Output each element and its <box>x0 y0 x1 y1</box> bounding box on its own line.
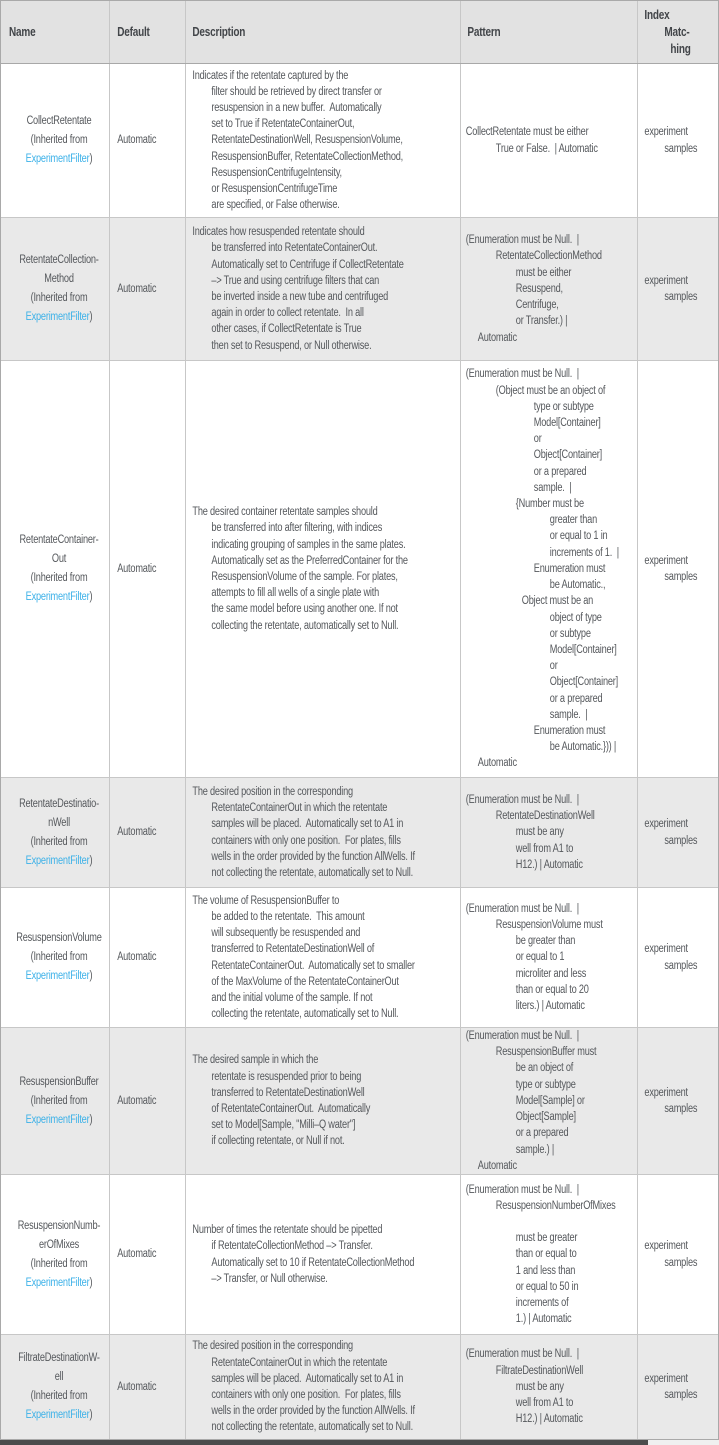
default-cell <box>110 64 186 217</box>
pattern-line: must be greater <box>515 1232 578 1245</box>
pattern-line: RetentateDestinationWell <box>495 810 595 823</box>
inherited-from-link-line: ExperimentFilter) <box>25 1276 93 1289</box>
index-matching-line: samples <box>664 959 698 972</box>
pattern-line: (Enumeration must be Null. | <box>465 902 579 915</box>
description-line: be transferred into RetentateContainerOut. <box>211 242 378 255</box>
description-line: RetentateContainerOut. Automatically set to smaller <box>211 959 415 972</box>
pattern-line: type or subtype <box>533 400 594 413</box>
inherited-from-label: (Inherited from <box>30 1094 88 1107</box>
description-line: Automatically set to Centrifuge if CollectRetentate <box>211 258 404 271</box>
header-cell-description <box>186 1 461 63</box>
default-value: Automatic <box>117 951 157 964</box>
index-matching-line: samples <box>664 1256 698 1269</box>
pattern-line: than or equal to 20 <box>515 983 589 996</box>
description-line: retentate is resuspended prior to being <box>211 1070 362 1083</box>
description-line: of RetentateContainerOut. Automatically <box>211 1103 371 1115</box>
option-name: erOfMixes <box>38 1238 80 1251</box>
pattern-line: object of type <box>549 611 602 624</box>
inherited-from-label: (Inherited from <box>30 1390 88 1402</box>
table-row <box>1 887 718 1027</box>
pattern-cell <box>461 218 638 360</box>
index-matching-cell <box>638 361 718 777</box>
inherited-from-label: (Inherited from <box>30 1257 88 1270</box>
experiment-filter-link[interactable]: ExperimentFilter <box>25 970 90 982</box>
description-line: transferred to RetentateDestinationWell of <box>211 943 375 956</box>
pattern-line: be greater than <box>515 935 576 948</box>
pattern-line: CollectRetentate must be either <box>465 126 589 139</box>
inherited-from-label: (Inherited from <box>30 292 88 304</box>
description-line: ResuspensionBuffer, RetentateCollectionMethod, <box>211 150 404 163</box>
index-matching-line: samples <box>664 834 698 847</box>
default-cell <box>110 778 186 887</box>
experiment-filter-link[interactable]: ExperimentFilter <box>25 1409 90 1421</box>
index-matching-cell <box>638 64 718 217</box>
pattern-line: H12.) | Automatic <box>515 1413 583 1426</box>
description-line: –> True and using centrifuge filters that can <box>211 274 380 287</box>
description-line: wells in the order provided by the function AllWells. If <box>211 1405 415 1418</box>
description-line: not collecting the retentate, automatically set to Null. <box>211 1421 413 1434</box>
horizontal-scrollbar[interactable] <box>0 1440 719 1445</box>
description-line: or ResuspensionCentrifugeTime <box>211 183 338 195</box>
name-cell <box>1 64 110 217</box>
description-line: then set to Resuspend, or Null otherwise. <box>211 339 372 352</box>
table-row <box>1 217 718 360</box>
default-value: Automatic <box>117 282 157 295</box>
table-header-row <box>1 1 718 64</box>
description-cell <box>186 1335 461 1439</box>
pattern-line: Model[Sample] or <box>515 1094 585 1107</box>
description-cell <box>186 361 461 777</box>
table-row <box>1 1027 718 1174</box>
inherited-from-link-line: ExperimentFilter) <box>25 1409 93 1421</box>
pattern-line: Object[Container] <box>533 449 602 462</box>
description-line: RetentateContainerOut in which the retentate <box>211 802 388 815</box>
index-matching-line: samples <box>664 291 698 303</box>
description-line: other cases, if CollectRetentate is True <box>211 323 362 336</box>
pattern-line: or a prepared <box>515 1127 569 1140</box>
pattern-line: type or subtype <box>515 1078 576 1091</box>
option-name: Out <box>51 553 67 565</box>
index-matching-line: samples <box>664 1103 698 1115</box>
description-line: and the initial volume of the sample. If not <box>211 991 373 1004</box>
inherited-from-link-line: ExperimentFilter) <box>25 970 93 982</box>
description-line: if RetentateCollectionMethod –> Transfer. <box>211 1240 373 1253</box>
description-cell <box>186 218 461 360</box>
pattern-line: Object must be an <box>521 595 594 608</box>
option-name: ell <box>54 1371 64 1383</box>
header-cell-index-matching <box>638 1 718 63</box>
index-matching-cell <box>638 888 718 1027</box>
description-line: attempts to fill all wells of a single plate with <box>211 587 380 600</box>
index-matching-cell <box>638 218 718 360</box>
name-cell <box>1 1335 110 1439</box>
pattern-line: True or False. | Automatic <box>495 142 598 155</box>
description-line: Automatically set to 10 if RetentateCollectionMethod <box>211 1256 415 1269</box>
pattern-line: FiltrateDestinationWell <box>495 1364 584 1377</box>
inherited-from-label: (Inherited from <box>30 134 88 146</box>
description-line: of the MaxVolume of the RetentateContainerOut <box>211 975 399 988</box>
description-line: The desired position in the corresponding <box>192 1340 353 1353</box>
index-matching-line: samples <box>664 142 698 155</box>
pattern-line: or Transfer.) | <box>515 315 568 328</box>
description-line: The desired sample in which the <box>192 1054 319 1067</box>
pattern-line: Model[Container] <box>549 643 617 656</box>
pattern-line: Automatic <box>477 331 517 344</box>
table-row <box>1 1334 718 1439</box>
table-row <box>1 360 718 777</box>
pattern-line: Model[Container] <box>533 417 601 430</box>
description-line: be added to the retentate. This amount <box>211 910 365 923</box>
pattern-line: 1 and less than <box>515 1264 576 1277</box>
experiment-filter-link[interactable]: ExperimentFilter <box>25 1276 90 1289</box>
header-label-index-matching-line: Index <box>644 7 670 22</box>
pattern-line: greater than <box>549 514 598 527</box>
header-label-pattern: Pattern <box>467 24 501 39</box>
table-row <box>1 64 718 217</box>
default-cell <box>110 888 186 1027</box>
pattern-line: Object[Sample] <box>515 1111 576 1124</box>
experiment-filter-link[interactable]: ExperimentFilter <box>25 1113 90 1126</box>
description-line: containers with only one position. For plates, fills <box>211 1389 401 1401</box>
index-matching-line: experiment <box>644 1372 688 1385</box>
description-line: ResuspensionCentrifugeIntensity, <box>211 166 342 179</box>
inherited-from-link-line: ExperimentFilter) <box>25 153 93 165</box>
pattern-line: or equal to 50 in <box>515 1280 579 1293</box>
description-line: indicating grouping of samples in the same plates. <box>211 538 406 551</box>
pattern-cell <box>461 1175 638 1334</box>
pattern-line: must be any <box>515 1380 564 1393</box>
default-cell <box>110 1028 186 1174</box>
pattern-line: {Number must be <box>515 498 584 511</box>
default-value: Automatic <box>117 1094 157 1107</box>
pattern-line: (Enumeration must be Null. | <box>465 234 579 247</box>
description-cell <box>186 1028 461 1174</box>
header-label-name: Name <box>9 24 36 39</box>
description-line: samples will be placed. Automatically set to A1 in <box>211 818 404 831</box>
name-cell <box>1 361 110 777</box>
description-line: not collecting the retentate, automatically set to Null. <box>211 866 413 879</box>
pattern-line: Centrifuge, <box>515 299 559 312</box>
option-name: FiltrateDestinationW- <box>18 1352 100 1364</box>
pattern-line: Enumeration must <box>533 724 606 737</box>
description-line: again in order to collect retentate. In all <box>211 307 364 320</box>
pattern-line: or a prepared <box>533 465 587 478</box>
pattern-line: (Enumeration must be Null. | <box>465 793 579 806</box>
pattern-line: or equal to 1 in <box>549 530 608 543</box>
pattern-line: ResuspensionBuffer must <box>495 1046 597 1059</box>
table-row <box>1 1174 718 1334</box>
pattern-cell <box>461 778 638 887</box>
description-line: –> Transfer, or Null otherwise. <box>211 1272 328 1285</box>
header-label-index-matching-line: hing <box>670 41 691 56</box>
description-line: set to True if RetentateContainerOut, <box>211 118 355 131</box>
option-name: nWell <box>48 816 70 829</box>
pattern-line: be Automatic., <box>549 579 606 592</box>
pattern-cell <box>461 361 638 777</box>
description-line: collecting the retentate, automatically set to Null. <box>211 1008 399 1021</box>
pattern-line: (Enumeration must be Null. | <box>465 1348 579 1361</box>
pattern-line: Resuspend, <box>515 282 563 295</box>
description-cell <box>186 1175 461 1334</box>
pattern-line: or a prepared <box>549 692 603 705</box>
description-line: Indicates if the retentate captured by the <box>192 69 349 82</box>
pattern-cell <box>461 64 638 217</box>
pattern-line: well from A1 to <box>515 1397 574 1410</box>
description-line: RetentateContainerOut in which the retentate <box>211 1356 388 1369</box>
description-line: ResuspensionVolume of the sample. For plates, <box>211 571 398 583</box>
option-name: RetentateCollection- <box>19 254 99 266</box>
pattern-line: must be any <box>515 826 564 839</box>
description-line: collecting the retentate, automatically set to Null. <box>211 619 399 632</box>
default-cell <box>110 1335 186 1439</box>
pattern-line: liters.) | Automatic <box>515 1000 585 1012</box>
index-matching-line: experiment <box>644 818 688 831</box>
pattern-line: Enumeration must <box>533 562 606 575</box>
experiment-filter-link[interactable]: ExperimentFilter <box>25 591 90 603</box>
header-label-description: Description <box>192 24 246 39</box>
pattern-line: microliter and less <box>515 967 587 980</box>
option-name: ResuspensionVolume <box>16 932 102 944</box>
description-line: The volume of ResuspensionBuffer to <box>192 894 340 907</box>
name-cell <box>1 218 110 360</box>
description-line: be inverted inside a new tube and centrifuged <box>211 291 389 303</box>
description-line: are specified, or False otherwise. <box>211 199 340 212</box>
pattern-cell <box>461 1335 638 1439</box>
pattern-line: or <box>533 433 542 446</box>
option-name: RetentateDestinatio- <box>19 797 99 810</box>
inherited-from-label: (Inherited from <box>30 835 88 848</box>
pattern-line: ResuspensionVolume must <box>495 918 603 931</box>
description-line: be transferred into after filtering, with indices <box>211 522 383 535</box>
index-matching-line: experiment <box>644 1240 688 1253</box>
option-name: RetentateContainer- <box>19 534 99 546</box>
description-line: filter should be retrieved by direct transfer or <box>211 85 382 98</box>
description-line: transferred to RetentateDestinationWell <box>211 1086 365 1099</box>
name-cell <box>1 1028 110 1174</box>
pattern-line: must be either <box>515 266 572 279</box>
default-value: Automatic <box>117 826 157 839</box>
pattern-line: than or equal to <box>515 1248 577 1261</box>
index-matching-line: experiment <box>644 943 688 956</box>
default-cell <box>110 218 186 360</box>
default-cell <box>110 361 186 777</box>
pattern-line: RetentateCollectionMethod <box>495 250 602 263</box>
index-matching-cell <box>638 1028 718 1174</box>
description-cell <box>186 64 461 217</box>
experiment-filter-link[interactable]: ExperimentFilter <box>25 854 90 867</box>
experiment-filter-link[interactable]: ExperimentFilter <box>25 153 90 165</box>
description-cell <box>186 778 461 887</box>
default-value: Automatic <box>117 1380 157 1393</box>
description-line: samples will be placed. Automatically set to A1 in <box>211 1372 404 1385</box>
table-body <box>1 64 718 1439</box>
header-label-default: Default <box>117 24 150 39</box>
description-cell <box>186 888 461 1027</box>
default-cell <box>110 1175 186 1334</box>
index-matching-line: samples <box>664 1389 698 1401</box>
description-line: containers with only one position. For plates, fills <box>211 834 401 847</box>
pattern-line: or <box>549 660 558 673</box>
name-cell <box>1 1175 110 1334</box>
description-line: The desired position in the corresponding <box>192 785 353 798</box>
pattern-line: sample. | <box>549 708 588 721</box>
description-line: The desired container retentate samples should <box>192 506 378 519</box>
pattern-line: 1.) | Automatic <box>515 1313 572 1326</box>
header-cell-default <box>110 1 186 63</box>
inherited-from-link-line: ExperimentFilter) <box>25 854 93 867</box>
experiment-filter-link[interactable]: ExperimentFilter <box>25 311 90 323</box>
description-line: wells in the order provided by the function AllWells. If <box>211 850 415 863</box>
pattern-line: sample.) | <box>515 1143 555 1156</box>
horizontal-scrollbar-thumb[interactable] <box>0 1440 648 1445</box>
description-line: set to Model[Sample, "Milli–Q water"] <box>211 1119 356 1132</box>
pattern-cell <box>461 1028 638 1174</box>
inherited-from-label: (Inherited from <box>30 951 88 963</box>
index-matching-line: experiment <box>644 274 688 287</box>
header-label-index-matching <box>638 7 718 58</box>
name-cell <box>1 778 110 887</box>
header-cell-pattern <box>461 1 638 63</box>
pattern-line: increments of <box>515 1297 569 1309</box>
name-cell <box>1 888 110 1027</box>
pattern-line: (Enumeration must be Null. | <box>465 1183 579 1196</box>
pattern-line: or equal to 1 <box>515 951 565 964</box>
default-value: Automatic <box>117 134 157 147</box>
description-line: Indicates how resuspended retentate should <box>192 226 365 239</box>
option-name: ResuspensionBuffer <box>19 1075 99 1088</box>
inherited-from-link-line: ExperimentFilter) <box>25 311 93 323</box>
pattern-line: be an object of <box>515 1062 574 1075</box>
inherited-from-link-line: ExperimentFilter) <box>25 591 93 603</box>
pattern-line: Automatic <box>477 1159 517 1172</box>
inherited-from-link-line: ExperimentFilter) <box>25 1113 93 1126</box>
index-matching-line: experiment <box>644 126 688 139</box>
default-value: Automatic <box>117 562 157 575</box>
option-name: ResuspensionNumb- <box>17 1219 101 1232</box>
pattern-line: (Enumeration must be Null. | <box>465 368 579 381</box>
description-line: if collecting retentate, or Null if not. <box>211 1135 345 1148</box>
header-label-index-matching-line: Matc- <box>664 24 690 39</box>
pattern-line: Object[Container] <box>549 676 618 689</box>
description-line: Number of times the retentate should be pipetted <box>192 1224 383 1237</box>
pattern-line: H12.) | Automatic <box>515 858 583 871</box>
inherited-from-label: (Inherited from <box>30 572 88 584</box>
pattern-line: increments of 1. | <box>549 546 619 559</box>
pattern-line: sample. | <box>533 481 572 494</box>
index-matching-line: experiment <box>644 554 688 567</box>
description-line: will subsequently be resuspended and <box>211 927 361 940</box>
index-matching-cell <box>638 1175 718 1334</box>
default-value: Automatic <box>117 1248 157 1261</box>
header-cell-name <box>1 1 110 63</box>
description-line: the same model before using another one. If not <box>211 603 398 616</box>
pattern-line: Automatic <box>477 757 517 770</box>
index-matching-line: samples <box>664 571 698 583</box>
pattern-line: or subtype <box>549 627 591 640</box>
option-name: Method <box>44 273 74 285</box>
index-matching-cell <box>638 778 718 887</box>
pattern-line <box>466 1214 638 1230</box>
pattern-line: (Enumeration must be Null. | <box>465 1030 579 1043</box>
pattern-line: well from A1 to <box>515 842 574 855</box>
index-matching-cell <box>638 1335 718 1439</box>
pattern-line: ResuspensionNumberOfMixes <box>495 1199 616 1212</box>
option-name: CollectRetentate <box>26 115 92 127</box>
description-line: resuspension in a new buffer. Automatically <box>211 101 382 114</box>
pattern-line: (Object must be an object of <box>495 384 606 397</box>
description-line: RetentateDestinationWell, ResuspensionVolume, <box>211 134 403 147</box>
pattern-line: be Automatic.})) | <box>549 741 617 754</box>
pattern-cell <box>461 888 638 1027</box>
description-line: Automatically set as the PreferredContainer for the <box>211 554 408 567</box>
table-row <box>1 777 718 887</box>
index-matching-line: experiment <box>644 1086 688 1099</box>
